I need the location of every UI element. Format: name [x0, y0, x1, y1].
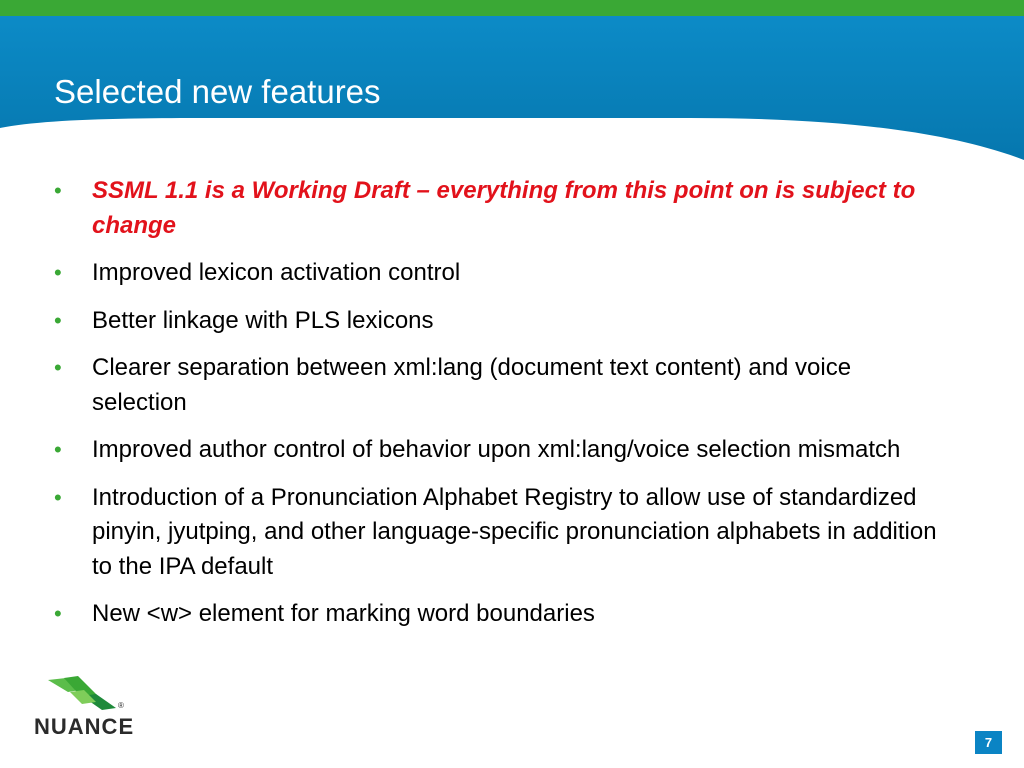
bullet-text: Clearer separation between xml:lang (document text content) and voice selection	[92, 354, 852, 416]
slide-title: Selected new features	[54, 73, 381, 110]
logo-registered-mark: ®	[118, 701, 124, 710]
bullet-dot-icon: •	[54, 178, 62, 203]
bullet-item	[50, 174, 950, 243]
header-green-stripe	[0, 0, 1024, 16]
bullet-dot-icon: •	[54, 601, 62, 626]
bullet-text: Better linkage with PLS lexicons	[92, 306, 434, 334]
bullet-item	[50, 597, 950, 632]
page-number-badge: 7	[975, 731, 1002, 754]
bullet-item	[50, 256, 950, 291]
bullet-dot-icon: •	[54, 355, 62, 380]
bullet-dot-icon: •	[54, 437, 62, 462]
bullet-text: Introduction of a Pronunciation Alphabet Registry to allow use of standardized pinyin, jyutping, and other language-specific pronunciation alphabets in addition to the IPA default	[92, 483, 937, 580]
bullet-item	[50, 433, 950, 468]
bullet-text: SSML 1.1 is a Working Draft – everything from this point on is subject to change	[92, 177, 916, 239]
bullet-item	[50, 351, 950, 420]
bullet-list	[50, 174, 950, 645]
nuance-logo	[34, 674, 134, 744]
bullet-dot-icon: •	[54, 307, 62, 333]
bullet-dot-icon: •	[54, 484, 62, 510]
bullet-dot-icon: •	[54, 260, 62, 285]
bullet-item	[50, 304, 950, 339]
bullet-text: Improved lexicon activation control	[92, 259, 461, 286]
bullet-text: Improved author control of behavior upon xml:lang/voice selection mismatch	[92, 436, 901, 463]
bullet-item	[50, 481, 950, 585]
logo-text: NUANCE	[34, 714, 135, 739]
bullet-text: New <w> element for marking word boundaries	[92, 600, 595, 627]
nuance-wave-icon	[46, 674, 126, 714]
